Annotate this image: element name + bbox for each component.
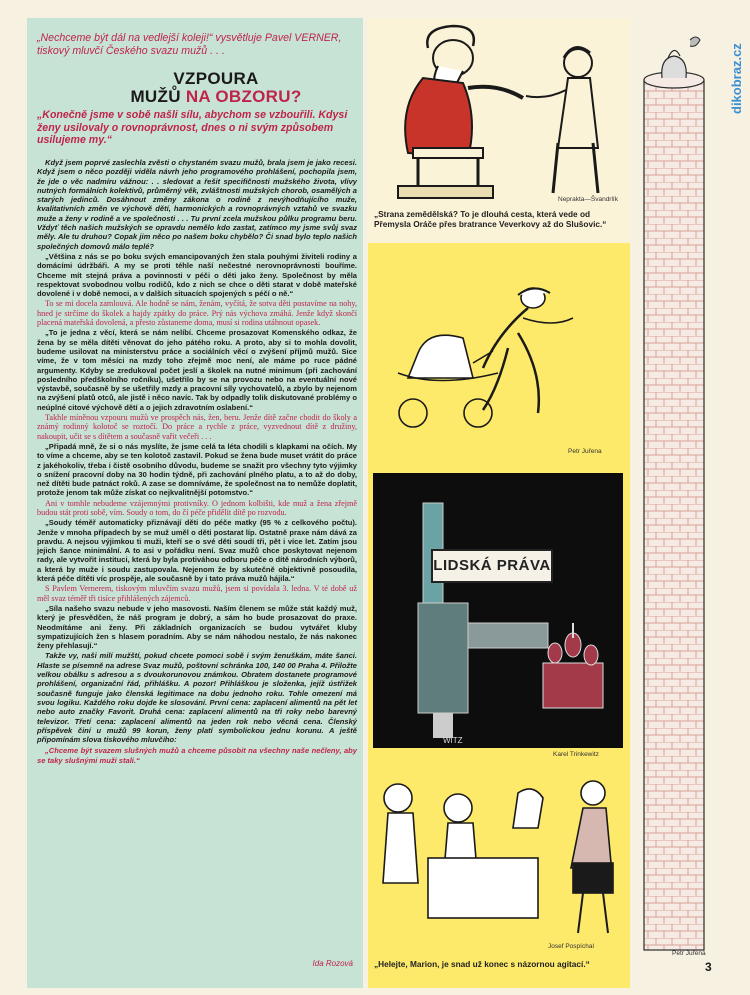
credit-office: Josef Pospíchal [548, 943, 594, 950]
caliper-signature: WITZ [443, 736, 463, 745]
caption-farmer: „Strana zemědělská? To je dlouhá cesta, která vede od Přemysla Oráče přes bratrance Veverkovy až do Slušovic.“ [374, 209, 607, 229]
article-paragraph: „Většina z nás se po boku svých emancipovaných žen stala pouhými živiteli rodiny a domácími údržbáři. A my se proti téhle naší nečestné nerovnoprávnosti bouříme. Chceme mít stejná práva a povinnosti v péči o děti jako ženy. Společnost by měla respektovat svobodnou volbu rodičů, kdo z nich se chce o děti starat v době mateřské dovolené i v době nemoci, a v dalších situacích spojených s péčí o ně.“ [37, 251, 357, 299]
article-paragraph: Když jsem poprvé zaslechla zvěsti o chystaném svazu mužů, brala jsem je jako recesi. Když jsem o něco později viděla návrh jeho programového prohlášení, pochopila jsem, že jde o věc nadmíru vážnou: . . sledovat a řešit specifičnosti mužského života, vlivy nutných formálních kolektivů, průměrný věk, zvláštnosti mužských chorob, osamělých a starých jedinců. Dosáhnout změny zákona o rodině z nevýhodňujícího muže, kvalitativních změn ve výchově dětí, harmonických a rovnoprávných vztahů ve svazku muže a ženy v rodině a ve společnosti . . . Tu první zcela mužskou půlku programu beru. Vždyť těch našich mužských se opravdu nemělo kdo zastat, zatímco my jsme svůj svaz měly. Ale tu druhou? Copak jim něco po našem boku chybělo? Či snad bylo teplo našich společných domovů málo teplé? [37, 158, 357, 251]
headline-line2-a: MUŽŮ [130, 87, 181, 106]
cartoon-human-rights [373, 473, 623, 748]
article-paragraph: Takhle míněnou vzpouru mužů ve prospěch nás, žen, beru. Jenže dítě začne chodit do školy a známý rodinný kolotoč se roztočí. Do práce a rychle z práce, vyzvednout dítě z družiny, nakoupit, učit se s dítětem a současně vařit večeři . . . [37, 413, 357, 441]
article-paragraph: „Chceme být svazem slušných mužů a chceme působit na všechny naše nečleny, aby se taky slušnými muži stali.“ [37, 746, 357, 765]
brick-tower-drawing [632, 0, 750, 995]
cartoon-pram [368, 243, 630, 463]
author: Ida Rozová [312, 959, 353, 968]
article-paragraph: Takže vy, naši milí mužští, pokud chcete pomoci sobě i svým ženuškám, máte šanci. Hlaste se písemně na adrese Svaz mužů, poštovní schránka 100, 140 00 Praha 4. Přiložte velkou obálku s adresou a s dvoukorunovou známkou. Obratem dostanete programové prohlášení, organizační řád, přihlášku. A pozor! Přihláškou je složenka, jejíž ústřižek současně funguje jako členská legitimace na dobu jednoho roku. Tohle omezení má svou logiku. Každého roku dojde ke slosování. První cena: zaplacení alimentů na pět let nebo auto značky Favorit. Druhá cena: zaplacení alimentů na tři roky nebo barevný televizor. Třetí cena: zaplacení alimentů na jeden rok nebo věcná cena. Členský příspěvek činí u mužů 99 korun, ženy platí symbolickou jednu korunu. A ještě připomínám slova tiskového mluvčího: [37, 651, 357, 745]
credit-tower: Petr Juřena [672, 950, 706, 957]
lead-quote: „Konečně jsme v sobě našli sílu, abychom se vzbouřili. Kdysi ženy usilovaly o rovnoprávnost, dnes o ni svým způsobem usilujeme my.“ [37, 109, 348, 147]
article-paragraph: S Pavlem Vernerem, tiskovým mluvčím svazu mužů, jsem si povídala 3. ledna. V té době už měl svaz téměř tři tisíce přihlášených zájemců. [37, 584, 357, 603]
article-column [27, 18, 363, 988]
cartoon-office-drawing [368, 763, 630, 948]
article-paragraph: Ani v tomhle nebudeme vzájemnými protivníky. O jednom kolbišti, kde muž a žena zřejmě budou stát proti sobě, vím. Soudy o tom, do čí péče přidělit dítě po rozvodu. [37, 498, 357, 517]
credit-pram: Petr Juřena [568, 448, 602, 455]
article-paragraph: To se mi docela zamlouvá. Ale hodně se nám, ženám, vyčítá, že sotva děti postavíme na nohy, hned je strčíme do školek a hajdy zpátky do práce. Prý nás výchova zmáhá. Jenže když skončí placená mateřská dovolená, a přesto zůstaneme doma, musí si rodina utáhnout opasek. [37, 299, 357, 328]
cartoon-farmer [368, 18, 630, 243]
cartoon-farmer-drawing [368, 18, 630, 203]
article-body [37, 158, 357, 766]
article-paragraph: „To je jedna z věcí, která se nám nelíbí. Chceme prosazovat Komenského odkaz, že žena by se měla dítěti věnovat do jeho pátého roku. A proto, aby si to mohla dovolit, budeme usilovat na ministerstvu práce a sociálních věcí o zvýšení příjmů mužů. Sice víme, že v tom měsíci na mzdy toho zřejmě moc není, ale máme po ruce pádné argumenty. Kdyby se zredukoval počet jeslí a školek na nutné minimum (při zachování posledního předškolního ročníku), ušetřilo by se na provozu nebo na eventuální nové výstavbě, současně by se ušetřily mzdy a pracovní síly vychovatelů, a zbylo by nejenom na zvýšení platů otců, ale jistě i něco navíc. Tak by odpadly tolik diskutované problémy o neúplné citové výchově dětí a o jejich zdravotním oslabení.“ [37, 328, 357, 412]
headline-line1: VZPOURA [173, 69, 259, 88]
page-number: 3 [705, 960, 712, 974]
intro-quote: „Nechceme být dál na vedlejší koleji!“ vysvětluje Pavel VERNER, tiskový mluvčí Českého svazu mužů . . . [37, 32, 342, 57]
cartoon-pram-drawing [368, 243, 630, 453]
article-paragraph: „Připadá mně, že si o nás myslíte, že jsme celá ta léta chodili s klapkami na očích. My to víme a chceme, aby se ten kolotoč zastavil. Pokud se žena bude muset vrátit do práce z jakéhokoliv, třeba i čistě osobního důvodu, budeme se snažit pro všechny tyto výjimky o snížení pracovní doby na 30 hodin týdně, při zachování plného platu, a to až do doby, než dítěti bude patnáct roků. A zase se domníváme, že společnost na to nemůže doplatit, protože jenom tak může získat co nejkvalitnější potomstvo.“ [37, 441, 357, 498]
caliper-drawing [373, 473, 623, 748]
credit-caliper: Karel Trinkewitz [553, 751, 599, 758]
article-paragraph: „Síla našeho svazu nebude v jeho masovosti. Naším členem se může stát každý muž, který je přesvědčen, že náš program je dobrý, a sám ho bude prosazovat do praxe. Neodmítáme ani ženy. Při základních organizacích se budou vytvářet kluby sympatizujících žen s hlasem poradním. Aby se nám náhodou nestalo, že nás nakonec ženy přehlasují.“ [37, 603, 357, 651]
headline-line2-b: NA OBZORU? [185, 87, 302, 106]
article-paragraph: „Soudy téměř automaticky přiznávají děti do péče matky (95 % z celkového počtu). Jenže v mnoha případech by se muž uměl o děti postarat líp. Ostatně praxe nám dává za pravdu. A nejsou výjimkou ti muži, kteří se o své děti soudí tři, pět i více let. Zatím jsou jejich šance minimální. A to asi v pořádku není. Svaz mužů chce poskytovat nejenom rady, ale vytvořit instituci, která by byla protiváhou odboru péče o dítě národních výborů, a která by muže i soudu zastupovala. Nejenom že by skutečně objektivně posoudila, která péče dítěti víc prospěje, ale současně by i tato práva mužů hájila.“ [37, 518, 357, 584]
watermark [726, 6, 746, 116]
cartoon-office [368, 763, 630, 988]
human-rights-label: LIDSKÁ PRÁVA [431, 549, 553, 583]
headline [81, 70, 351, 106]
caption-office: „Helejte, Marion, je snad už konec s názornou agitací.“ [374, 959, 590, 969]
watermark-text: dikobraz.cz [729, 43, 744, 114]
credit-farmer: Neprakta—Švandrlík [558, 196, 618, 203]
cartoon-column [368, 18, 630, 988]
tower-column [632, 0, 750, 995]
